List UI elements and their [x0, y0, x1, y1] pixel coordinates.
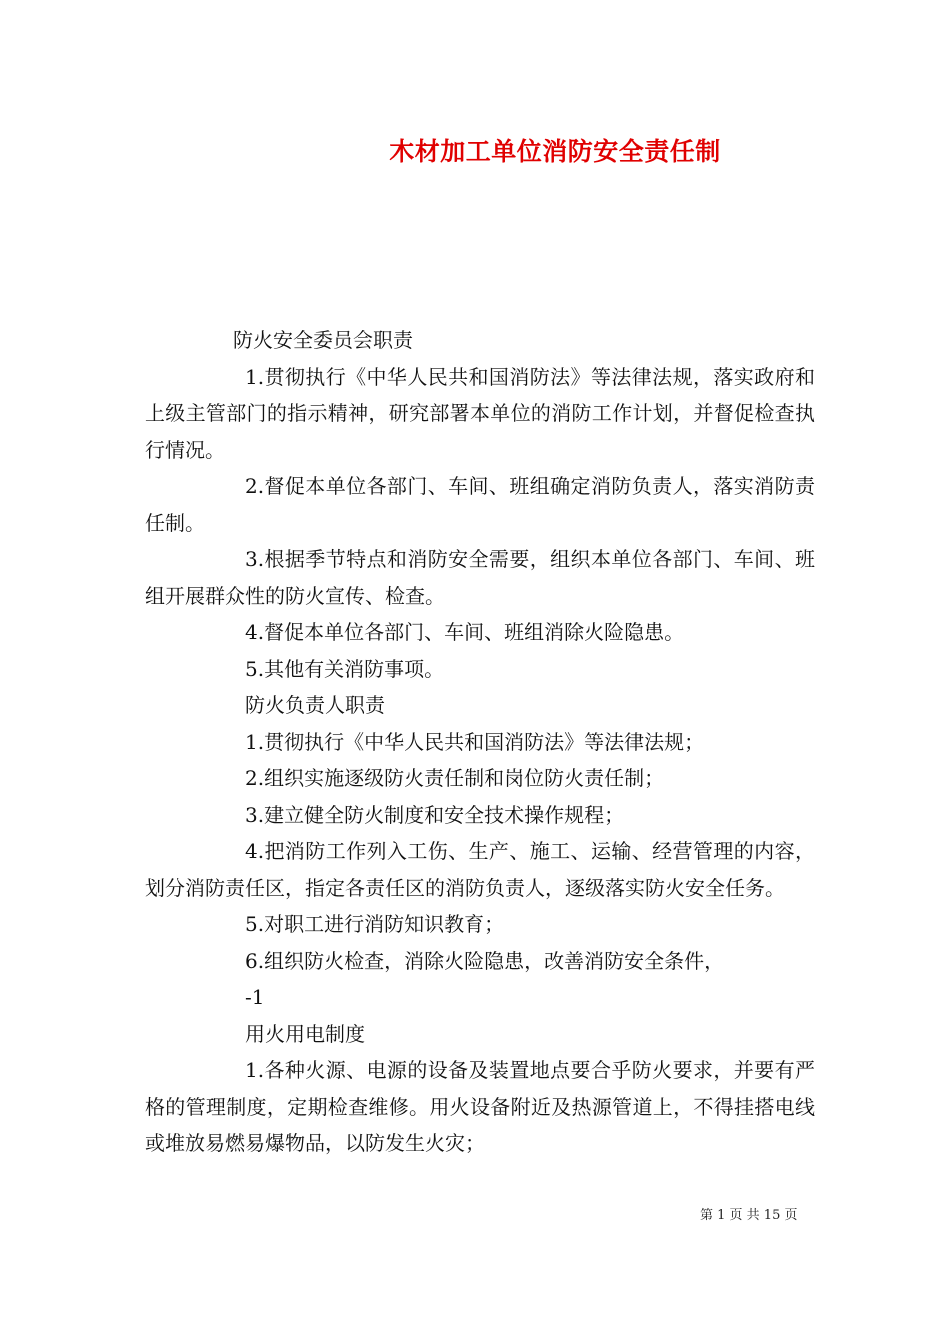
paragraph: 3.根据季节特点和消防安全需要，组织本单位各部门、车间、班组开展群众性的防火宣传、检查。 [145, 547, 815, 608]
paragraph: 5.其他有关消防事项。 [245, 656, 445, 681]
paragraph: 3.建立健全防火制度和安全技术操作规程； [245, 802, 625, 827]
section-heading: 防火安全委员会职责 [233, 328, 413, 352]
document-title: 木材加工单位消防安全责任制 [389, 137, 721, 166]
paragraph: 1.贯彻执行《中华人民共和国消防法》等法律法规； [245, 729, 705, 754]
page-marker: -1 [245, 985, 265, 1009]
paragraph: 1.贯彻执行《中华人民共和国消防法》等法律法规，落实政府和上级主管部门的指示精神，研究部署本单位的消防工作计划，并督促检查执行情况。 [145, 364, 815, 462]
page-footer: 第 1 页 共 15 页 [700, 1208, 798, 1223]
section-heading: 防火负责人职责 [245, 693, 385, 717]
document-body [145, 322, 815, 1162]
paragraph: 1.各种火源、电源的设备及装置地点要合乎防火要求，并要有严格的管理制度，定期检查维修。用火设备附近及热源管道上，不得挂搭电线或堆放易燃易爆物品，以防发生火灾； [145, 1058, 815, 1155]
paragraph: 2.组织实施逐级防火责任制和岗位防火责任制； [245, 766, 665, 790]
paragraph: 4.督促本单位各部门、车间、班组消除火险隐患。 [245, 620, 685, 644]
paragraph: 5.对职工进行消防知识教育； [245, 912, 505, 936]
paragraph: 6.组织防火检查，消除火险隐患，改善消防安全条件， [245, 948, 725, 973]
section-heading: 用火用电制度 [245, 1021, 365, 1046]
paragraph: 2.督促本单位各部门、车间、班组确定消防负责人，落实消防责任制。 [145, 474, 815, 535]
paragraph: 4.把消防工作列入工伤、生产、施工、运输、经营管理的内容，划分消防责任区，指定各责任区的消防负责人，逐级落实防火安全任务。 [145, 839, 815, 900]
